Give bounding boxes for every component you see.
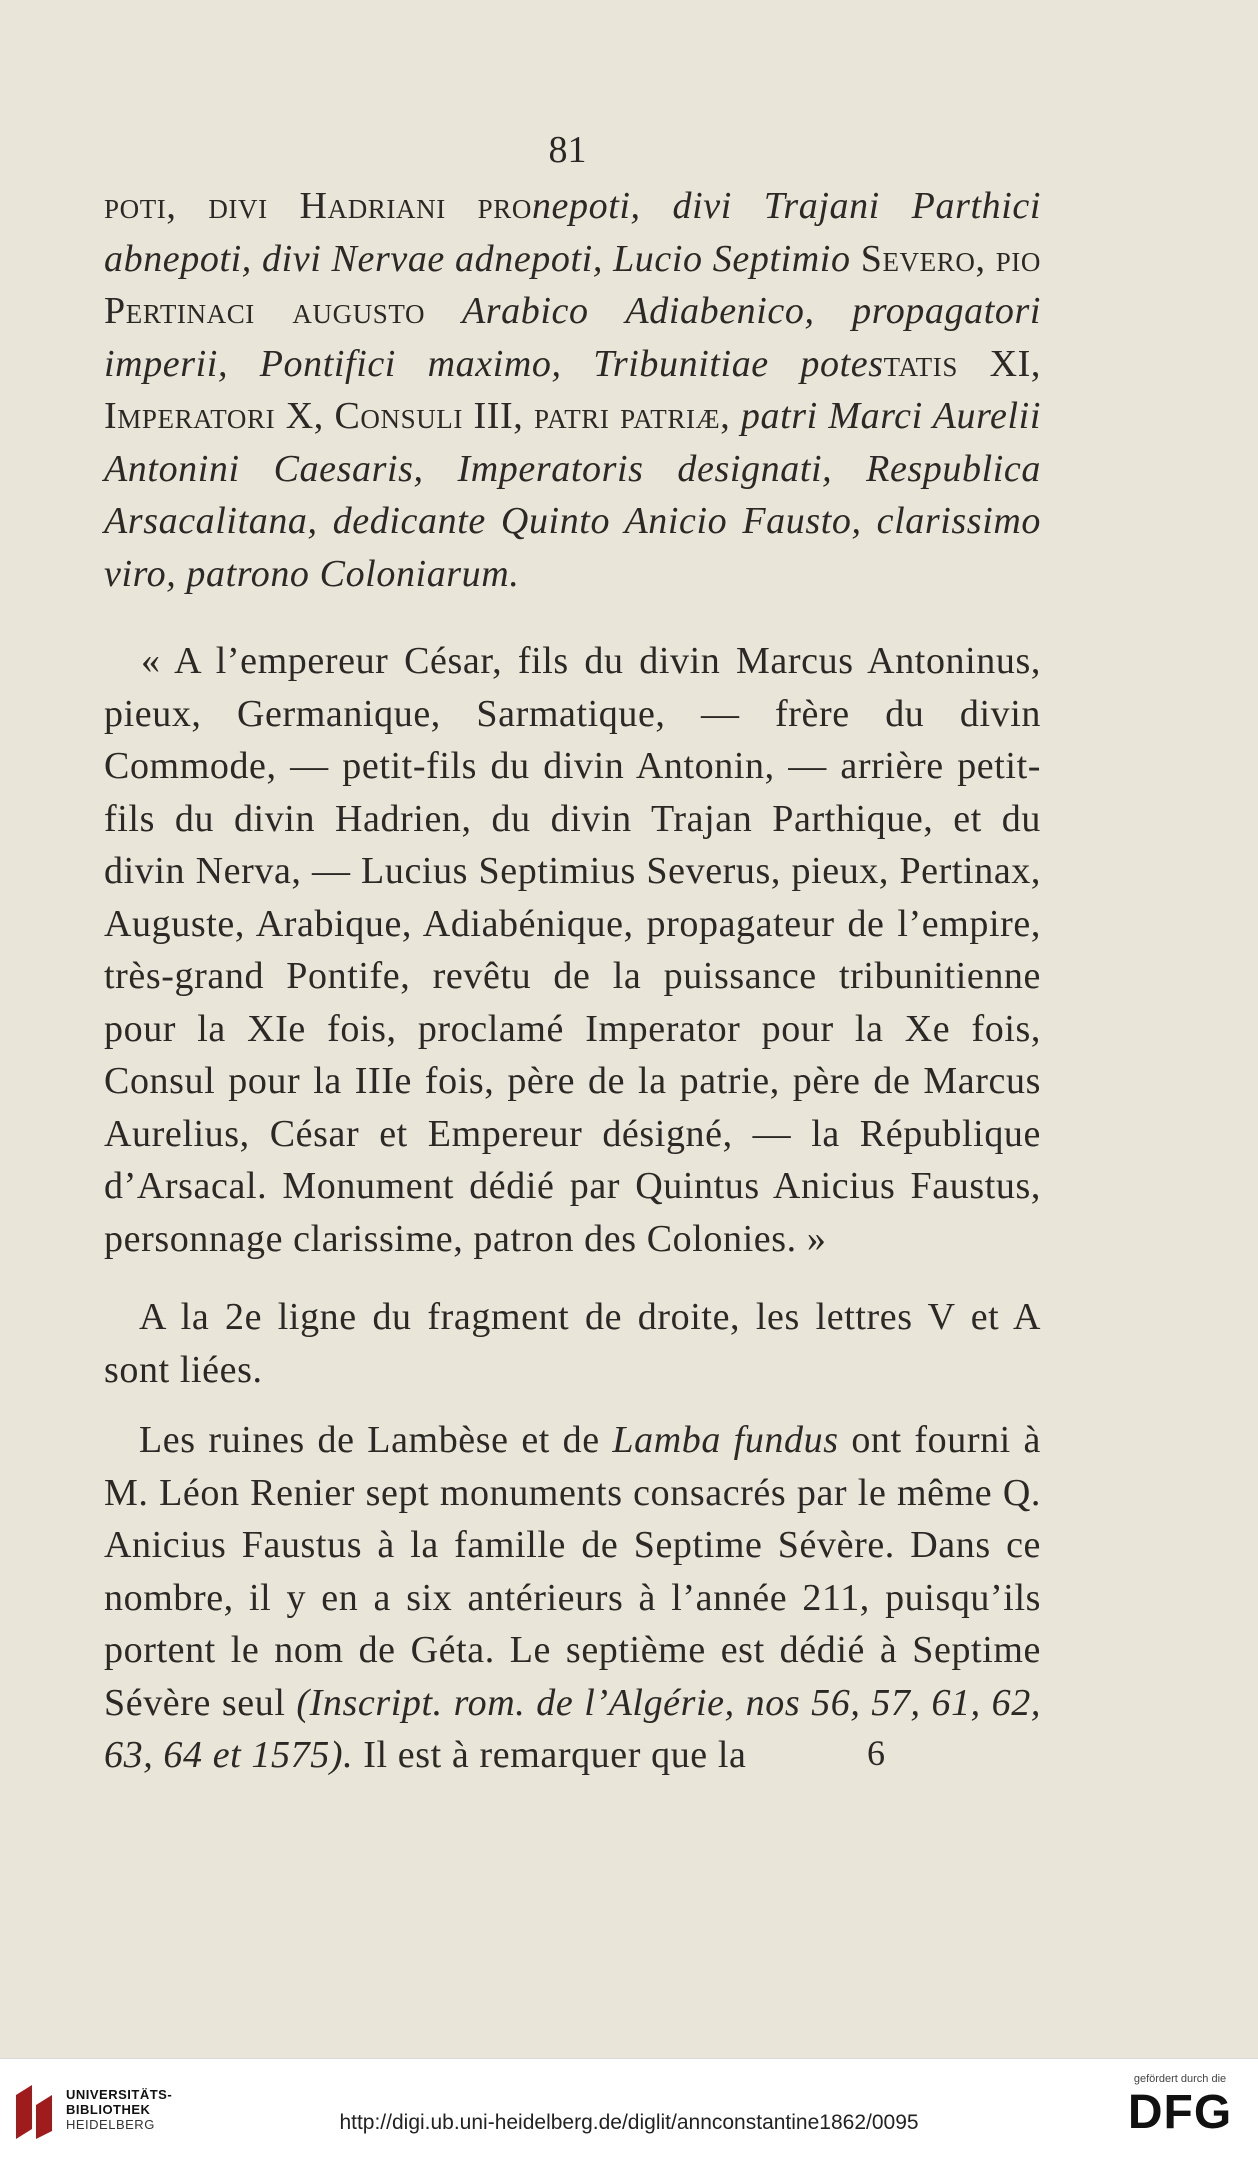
library-name-line: HEIDELBERG — [66, 2117, 155, 2132]
funder-badge — [1120, 2073, 1240, 2141]
paragraph-lambese — [104, 1414, 1041, 1782]
french-translation: « A l’empereur César, fils du divin Marcus Antoninus, pieux, Germanique, Sarmatique, — frère du divin Commode, — petit-fils du divin Antonin, — arrière petit-fils du divin Hadrien, du divin Trajan Parthique, et du divin Nerva, — Lucius Septimius Severus, pieux, Pertinax, Auguste, Arabique, Adiabénique, propagateur de l’empire, très-grand Pontife, revêtu de la puissance tribunitienne pour la XIe fois, proclamé Imperator pour la Xe fois, Consul pour la IIIe fois, père de la patrie, père de Marcus Aurelius, César et Empereur désigné, — la République d’Arsacal. Monument dédié par Quintus Anicius Faustus, personnage clarissime, patron des Colonies. » — [104, 640, 1041, 1260]
inscription-segment: nepoti, divi Trajani Parthici abnepoti, divi Nervae adnepoti, Lucio Septimio — [104, 185, 1042, 280]
text-body — [104, 180, 1041, 1782]
paragraph-text: ont fourni à M. Léon Renier sept monuments consacrés par le même Q. Anicius Faustus à la famille de Septime Sévère. Dans ce nombre, il y en a six antérieurs à l’année 211, puisqu’ils portent le nom de Géta. Le septième est dédié à Septime Sévère seul — [104, 1419, 1041, 1724]
inscription-segment: poti, divi Hadriani pro — [104, 185, 532, 227]
inscription-segment: Severo, pio Pertinaci augusto — [104, 237, 1041, 332]
funder-label: gefördert durch die — [1133, 2073, 1227, 2085]
latin-inscription — [104, 180, 1041, 600]
inscription-segment: patri Marci Aurelii Antonini Caesaris, Imperatoris designati, Respublica Arsacalitana, dedicante Quinto Anicio Fausto, clarissimo viro, patrono Coloniarum. — [104, 395, 1041, 595]
permalink-url[interactable]: http://digi.ub.uni-heidelberg.de/diglit/annconstantine1862/0095 — [339, 2111, 919, 2134]
paragraph-italic: Lamba fundus — [612, 1419, 839, 1461]
viewer-footer — [0, 2058, 1258, 2163]
library-name-line: BIBLIOTHEK — [66, 2102, 151, 2117]
page-number: 81 — [548, 129, 587, 171]
library-name-line: UNIVERSITÄTS- — [66, 2087, 173, 2102]
signature-mark: 6 — [867, 1733, 885, 1773]
paragraph-text: Il est à remarquer que la — [353, 1734, 747, 1776]
citation-italic: (Inscript. rom. de l’Algérie, nos 56, 57, 61, 62, 63, 64 et 1575). — [104, 1681, 1041, 1776]
paragraph-text: Les ruines de Lambèse et de — [139, 1419, 613, 1461]
dfg-logo: DFG — [1127, 2086, 1233, 2139]
inscription-segment: Arabico Adiabenico, propagatori imperii, Pontifici maximo, Tribunitiae potes — [104, 290, 1041, 385]
ligature-note: A la 2e ligne du fragment de droite, les lettres V et A sont liées. — [104, 1296, 1041, 1391]
inscription-segment: tatis XI, Imperatori X, Consuli III, patri patriæ, — [104, 342, 1041, 437]
